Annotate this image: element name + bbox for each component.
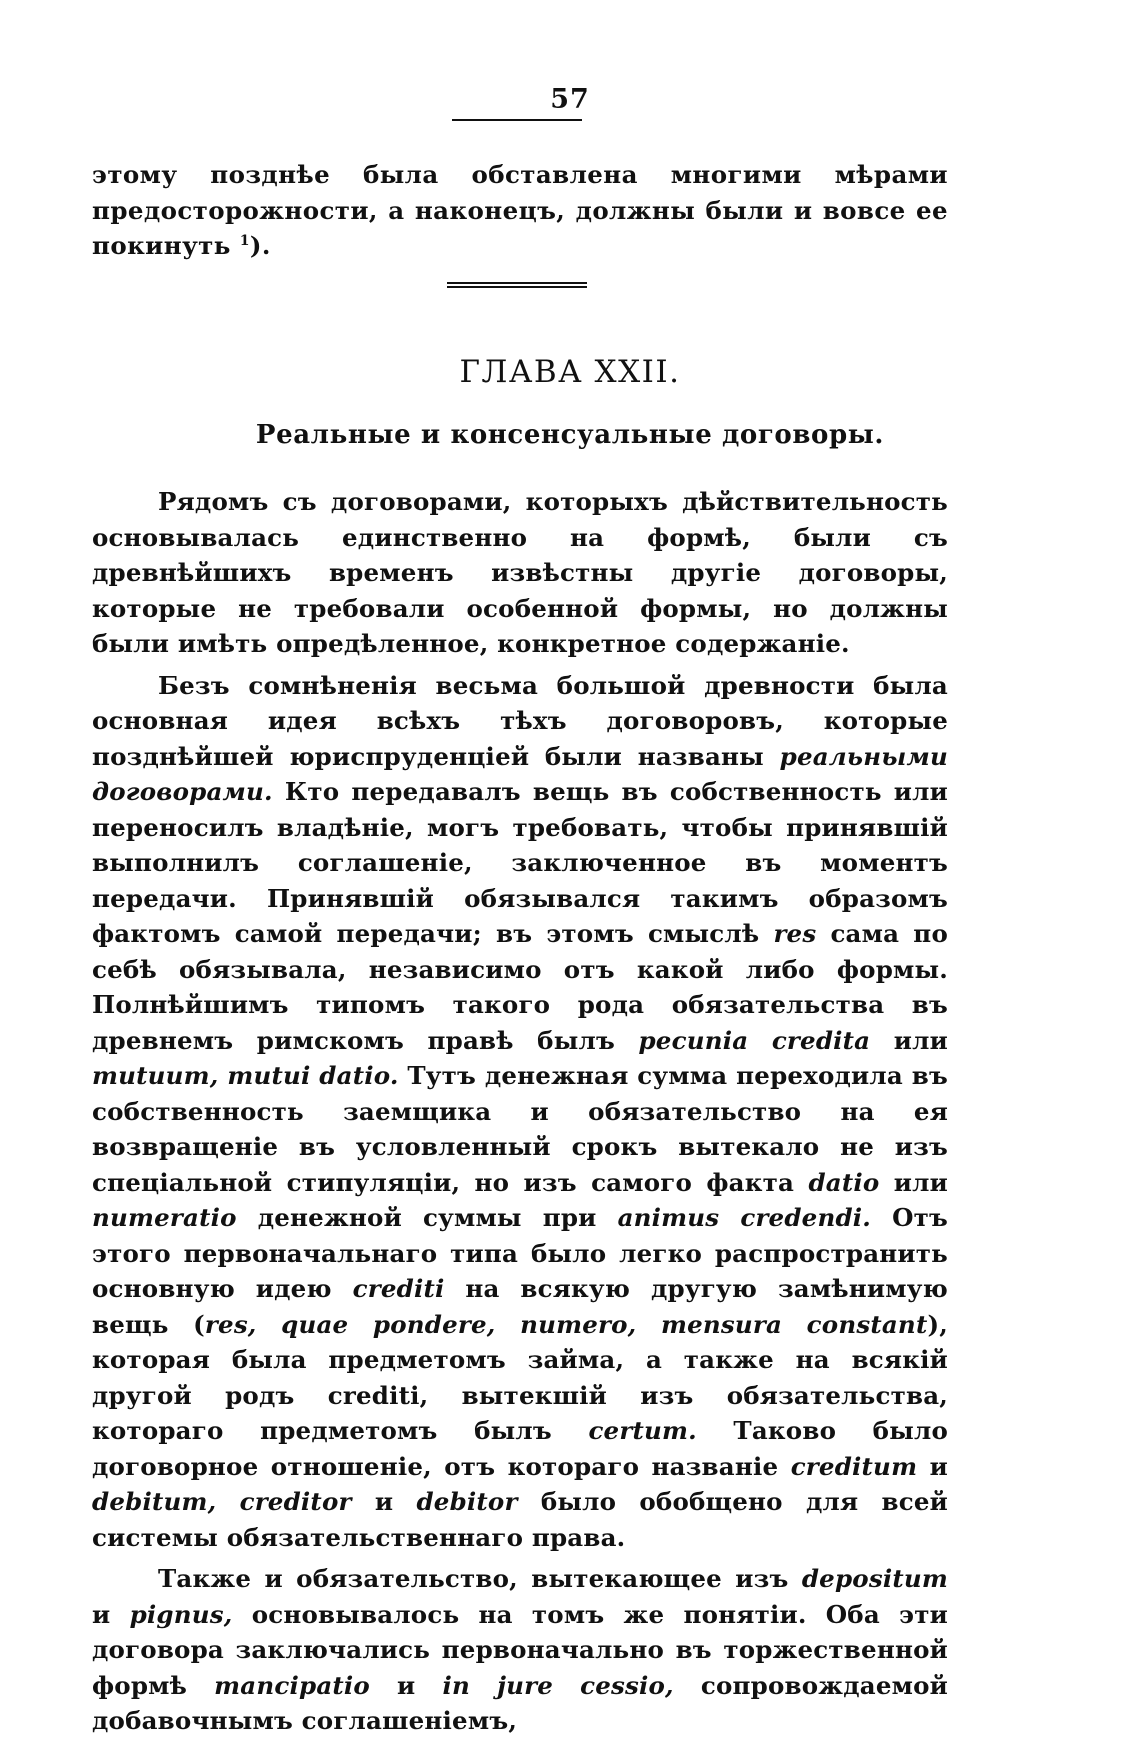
paragraph-text: Отъ этого первоначальнаго типа было легко распространить основную идею <box>92 1203 948 1303</box>
latin-term: numeratio <box>92 1203 237 1232</box>
continued-paragraph-text: этому позднѣе была обставлена многими мѣрами предосторожности, а наконецъ, должны были и вовсе ее покинуть <box>92 160 948 260</box>
paragraph-text: было обобщено для всей системы обязательственнаго права. <box>92 1487 948 1552</box>
paragraph-text: и <box>351 1487 417 1516</box>
footnote-marker: 1 <box>239 232 250 249</box>
section-divider <box>447 282 587 288</box>
latin-term: creditum <box>790 1451 918 1481</box>
chapter-body <box>92 484 948 1745</box>
latin-term: depositum <box>801 1564 948 1593</box>
latin-term: in jure cessio, <box>442 1670 674 1700</box>
paragraph-text: или <box>879 1167 948 1197</box>
paragraph-text: и <box>369 1670 443 1700</box>
paragraph-text: Кто передавалъ вещь въ собственность или переносилъ владѣніе, могъ требовать, чтобы принявшій выполнилъ соглашеніе, заключенное въ моментъ передачи. Принявшій обязывался такимъ образомъ фактомъ самой передачи; въ этомъ смыслѣ <box>92 777 948 948</box>
paragraph-text: ), которая была предметомъ займа, а также на всякій другой родъ crediti, вытекшій изъ обязательства, котораго предметомъ былъ <box>92 1309 948 1445</box>
page-number-underline <box>452 119 582 121</box>
latin-term: debitum, creditor <box>92 1487 352 1516</box>
paragraph-text: на всякую другую замѣнимую вещь ( <box>92 1274 948 1339</box>
paragraph-text: основывалось на томъ же понятіи. Оба эти договора заключались первоначально въ торжественной формѣ <box>92 1599 949 1700</box>
paragraph-text: Тутъ денежная сумма переходила въ собственность заемщика и обязательство на ея возвращеніе въ условленный срокъ вытекало не изъ спеціальной стипуляціи, но изъ самого факта <box>92 1061 948 1197</box>
latin-term: pignus, <box>129 1599 233 1629</box>
latin-term: реальными договорами. <box>92 741 948 806</box>
chapter-subtitle: Реальные и консенсуальные договоры. <box>255 420 885 450</box>
latin-term: mancipatio <box>214 1670 370 1700</box>
paragraph-text: денежной суммы при <box>236 1203 618 1232</box>
paragraph-text: Безъ сомнѣненія весьма большой древности была основная идея всѣхъ тѣхъ договоровъ, которые позднѣйшей юриспруденціей были названы <box>92 670 948 771</box>
latin-term: res, quae pondere, numero, mensura constant <box>204 1309 928 1339</box>
paragraph <box>92 484 948 662</box>
footnote-closing: ). <box>249 231 271 260</box>
continued-paragraph <box>92 157 948 264</box>
paragraph-text: Рядомъ съ договорами, которыхъ дѣйствительность основывалась единственно на формѣ, были съ древнѣйшихъ временъ извѣстны другіе договоры, которые не требовали особенной формы, но должны были имѣть опредѣленное, конкретное содержаніе. <box>92 487 948 658</box>
latin-term: debitor <box>416 1487 518 1516</box>
latin-term: res <box>773 919 817 948</box>
page-number: 57 <box>550 84 590 115</box>
latin-term: pecunia credita <box>638 1025 871 1055</box>
chapter-title: ГЛАВА XXII. <box>459 354 681 390</box>
latin-term: certum. <box>588 1416 697 1445</box>
latin-term: mutuum, mutui datio. <box>92 1061 399 1090</box>
paragraph-text: или <box>870 1025 948 1055</box>
paragraph-text: и <box>92 1599 130 1629</box>
latin-term: crediti <box>352 1274 445 1303</box>
paragraph-text: Таково было договорное отношеніе, отъ котораго названіе <box>92 1416 948 1481</box>
latin-term: animus credendi. <box>617 1203 872 1232</box>
paragraph-text: Также и обязательство, вытекающее изъ <box>158 1564 802 1593</box>
paragraph-text: и <box>917 1451 948 1481</box>
paragraph-text: сама по себѣ обязывала, независимо отъ какой либо формы. Полнѣйшимъ типомъ такого рода обязательства въ древнемъ римскомъ правѣ былъ <box>92 919 948 1055</box>
paragraph <box>92 668 948 1556</box>
paragraph <box>92 1561 948 1739</box>
paragraph-text: сопровождаемой добавочнымъ соглашеніемъ, <box>92 1670 949 1735</box>
latin-term: datio <box>808 1167 880 1197</box>
